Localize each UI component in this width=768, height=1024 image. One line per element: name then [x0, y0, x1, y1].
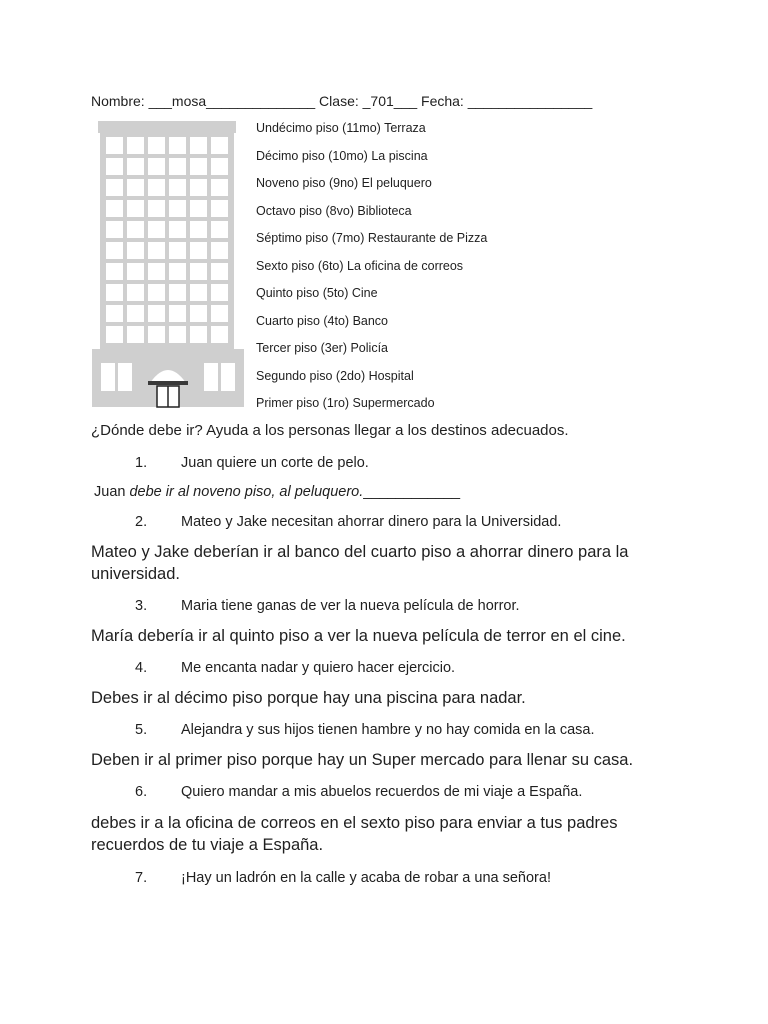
question-number: 7.	[135, 870, 148, 886]
building-window	[127, 200, 144, 217]
building-window	[106, 284, 123, 301]
building-window	[211, 158, 228, 175]
instructions: ¿Dónde debe ir? Ayuda a los personas llegar a los destinos adecuados.	[91, 422, 569, 439]
building-window	[148, 284, 165, 301]
building-window	[190, 242, 207, 259]
question-number: 4.	[135, 660, 148, 676]
question-text: Juan quiere un corte de pelo.	[181, 455, 369, 471]
building-window	[169, 158, 186, 175]
question-number: 2.	[135, 514, 148, 530]
building-window	[169, 137, 186, 154]
floor-5: Quinto piso (5to) Cine	[256, 286, 378, 300]
building-window	[127, 137, 144, 154]
building-window	[169, 305, 186, 322]
answer-3: María debería ir al quinto piso a ver la nueva película de terror en el cine.	[91, 627, 626, 645]
question-text: Alejandra y sus hijos tienen hambre y no hay comida en la casa.	[181, 722, 595, 738]
building-window	[106, 137, 123, 154]
question-number: 1.	[135, 455, 148, 471]
answer-5: Deben ir al primer piso porque hay un Super mercado para llenar su casa.	[91, 751, 634, 769]
building-window	[127, 326, 144, 343]
building-window	[127, 179, 144, 196]
building-window	[127, 221, 144, 238]
floor-1: Primer piso (1ro) Supermercado	[256, 396, 435, 410]
question-text: ¡Hay un ladrón en la calle y acaba de robar a una señora!	[181, 870, 551, 886]
building-window	[148, 158, 165, 175]
question-text: Me encanta nadar y quiero hacer ejercicio.	[181, 660, 456, 676]
building-window	[190, 263, 207, 280]
building-window	[211, 305, 228, 322]
building-window	[106, 200, 123, 217]
building-window	[221, 363, 235, 391]
building-window	[169, 179, 186, 196]
building-window	[106, 158, 123, 175]
building-window	[106, 179, 123, 196]
floor-2: Segundo piso (2do) Hospital	[256, 368, 414, 383]
student-header: Nombre: ___mosa______________ Clase: _701___ Fecha: ________________	[91, 93, 593, 109]
answer-2: Mateo y Jake deberían ir al banco del cuarto piso a ahorrar dinero para la universidad.	[91, 543, 629, 583]
answer-1-italic: debe ir al noveno piso, al peluquero.	[129, 484, 364, 500]
question-number: 5.	[135, 722, 148, 738]
answer-4: Debes ir al décimo piso porque hay una piscina para nadar.	[91, 689, 526, 707]
building-window	[106, 263, 123, 280]
floor-8: Octavo piso (8vo) Biblioteca	[256, 203, 412, 218]
floor-7: Séptimo piso (7mo) Restaurante de Pizza	[256, 231, 488, 245]
building-window	[118, 363, 132, 391]
building-window	[211, 200, 228, 217]
building-window	[190, 284, 207, 301]
building-window	[127, 158, 144, 175]
building-window	[169, 221, 186, 238]
building-window	[204, 363, 218, 391]
building-window	[106, 221, 123, 238]
building-window	[101, 363, 115, 391]
building-awning-bar	[148, 381, 188, 385]
building-window	[211, 326, 228, 343]
building-window	[169, 326, 186, 343]
building-window	[211, 242, 228, 259]
answer-1-blank: ____________	[363, 484, 461, 500]
building-window	[148, 179, 165, 196]
building-window	[106, 242, 123, 259]
floor-6: Sexto piso (6to) La oficina de correos	[256, 258, 464, 273]
building-window	[169, 263, 186, 280]
building-window	[190, 326, 207, 343]
building-window	[190, 200, 207, 217]
building-window	[148, 200, 165, 217]
floor-10: Décimo piso (10mo) La piscina	[256, 148, 428, 163]
building-window	[190, 179, 207, 196]
question-text: Mateo y Jake necesitan ahorrar dinero para la Universidad.	[181, 514, 562, 530]
building-window	[127, 242, 144, 259]
building-window	[127, 263, 144, 280]
building-window	[148, 263, 165, 280]
building-window	[169, 284, 186, 301]
building-window	[211, 284, 228, 301]
answer-1	[94, 484, 460, 500]
building-window	[169, 242, 186, 259]
building-ledge	[92, 349, 244, 357]
building-window	[211, 263, 228, 280]
building-window	[148, 242, 165, 259]
building-window	[106, 305, 123, 322]
floor-3: Tercer piso (3er) Policía	[256, 341, 388, 355]
building-window	[190, 305, 207, 322]
building-window	[148, 326, 165, 343]
building-window	[127, 284, 144, 301]
building-window	[148, 305, 165, 322]
building-window	[190, 221, 207, 238]
building-window	[106, 326, 123, 343]
floor-9: Noveno piso (9no) El peluquero	[256, 176, 432, 190]
building-window	[148, 137, 165, 154]
question-text: Quiero mandar a mis abuelos recuerdos de mi viaje a España.	[181, 784, 583, 800]
question-number: 3.	[135, 598, 148, 614]
building-window	[211, 137, 228, 154]
building-window	[190, 137, 207, 154]
question-number: 6.	[135, 784, 148, 800]
building-window	[190, 158, 207, 175]
building-window	[148, 221, 165, 238]
building-window	[211, 221, 228, 238]
floor-4: Cuarto piso (4to) Banco	[256, 313, 389, 328]
question-text: Maria tiene ganas de ver la nueva película de horror.	[181, 598, 520, 614]
building-window	[169, 200, 186, 217]
floor-11: Undécimo piso (11mo) Terraza	[256, 121, 426, 135]
building-window	[211, 179, 228, 196]
building-window	[127, 305, 144, 322]
building-icon	[90, 119, 246, 409]
answer-6: debes ir a la oficina de correos en el sexto piso para enviar a tus padres recuerdos de tu viaje a España.	[91, 814, 618, 854]
answer-1-prefix: Juan	[94, 484, 130, 500]
